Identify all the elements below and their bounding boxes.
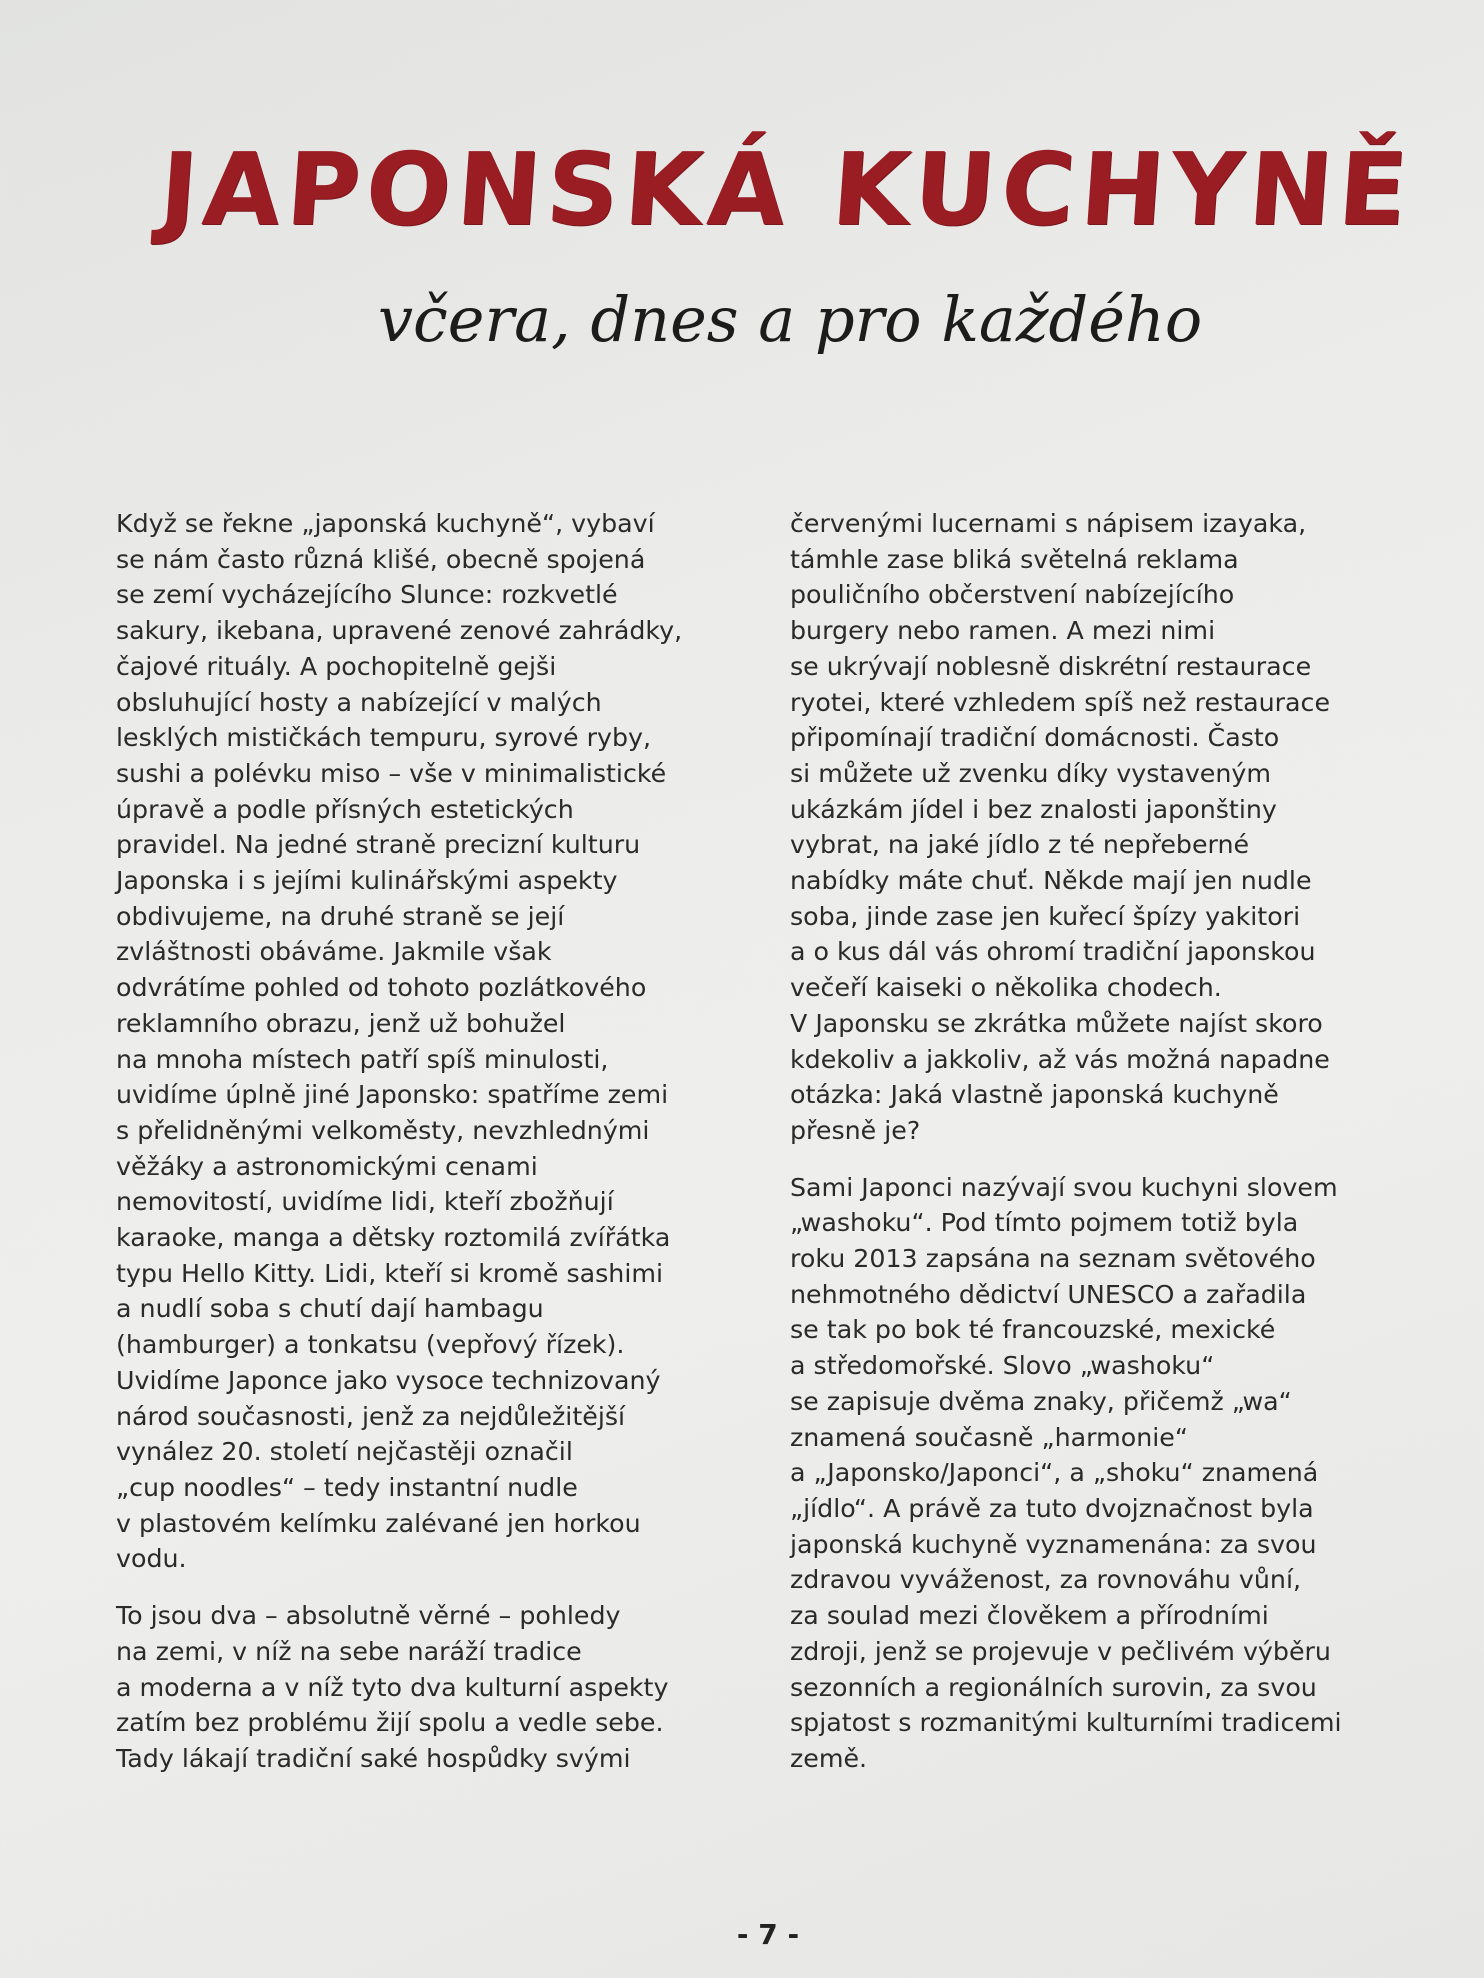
text-line: pouličního občerstvení nabízejícího: [790, 580, 1235, 610]
text-line: se nám často různá klišé, obecně spojená: [116, 544, 646, 574]
text-line: v plastovém kelímku zalévané jen horkou: [116, 1508, 641, 1538]
text-line: zdroji, jenž se projevuje v pečlivém výběru: [790, 1636, 1331, 1666]
text-line: karaoke, manga a dětsky roztomilá zvířátka: [116, 1223, 671, 1253]
paragraph-gap: [116, 1577, 706, 1598]
text-line: pravidel. Na jedné straně precizní kulturu: [116, 830, 641, 860]
text-line: obsluhující hosty a nabízející v malých: [116, 687, 602, 717]
text-line: a moderna a v níž tyto dva kulturní aspekty: [116, 1672, 669, 1702]
text-line: otázka: Jaká vlastně japonská kuchyně: [790, 1080, 1279, 1110]
text-line: přesně je?: [790, 1115, 921, 1145]
text-line: „washoku“. Pod tímto pojmem totiž byla: [790, 1208, 1299, 1238]
text-line: nabídky máte chuť. Někde mají jen nudle: [790, 866, 1312, 896]
text-line: Japonska i s jejími kulinářskými aspekty: [116, 866, 618, 896]
text-line: roku 2013 zapsána na seznam světového: [790, 1244, 1316, 1274]
text-line: uvidíme úplně jiné Japonsko: spatříme zemi: [116, 1080, 669, 1110]
text-line: se ukrývají noblesně diskrétní restaurace: [790, 651, 1312, 681]
text-line: nehmotného dědictví UNESCO a zařadila: [790, 1279, 1307, 1309]
text-line: připomínají tradiční domácnosti. Často: [790, 723, 1280, 753]
text-line: vynález 20. století nejčastěji označil: [116, 1437, 573, 1467]
text-line: na zemi, v níž na sebe naráží tradice: [116, 1636, 582, 1666]
text-line: „cup noodles“ – tedy instantní nudle: [116, 1472, 578, 1502]
text-line: Sami Japonci nazývají svou kuchyni slovem: [790, 1172, 1338, 1202]
page-subtitle: včera, dnes a pro každého: [378, 283, 1203, 356]
text-line: se tak po bok té francouzské, mexické: [790, 1315, 1276, 1345]
text-line: typu Hello Kitty. Lidi, kteří si kromě sashimi: [116, 1258, 664, 1288]
paragraph: [116, 1598, 706, 1777]
text-line: a „Japonsko/Japonci“, a „shoku“ znamená: [790, 1458, 1319, 1488]
text-line: zatím bez problému žijí spolu a vedle sebe.: [116, 1708, 664, 1738]
text-line: a o kus dál vás ohromí tradiční japonskou: [790, 937, 1316, 967]
text-line: ryotei, které vzhledem spíš než restaurace: [790, 687, 1331, 717]
text-line: obdivujeme, na druhé straně se její: [116, 901, 565, 931]
text-line: úpravě a podle přísných estetických: [116, 794, 574, 824]
text-line: věžáky a astronomickými cenami: [116, 1151, 538, 1181]
text-line: a nudlí soba s chutí dají hambagu: [116, 1294, 544, 1324]
text-line: (hamburger) a tonkatsu (vepřový řízek).: [116, 1330, 625, 1360]
text-line: vodu.: [116, 1544, 187, 1574]
text-line: „jídlo“. A právě za tuto dvojznačnost byla: [790, 1493, 1314, 1523]
text-line: a středomořské. Slovo „washoku“: [790, 1351, 1215, 1381]
text-line: kdekoliv a jakkoliv, až vás možná napadne: [790, 1044, 1330, 1074]
text-line: Když se řekne „japonská kuchyně“, vybaví: [116, 509, 655, 538]
text-line: burgery nebo ramen. A mezi nimi: [790, 616, 1216, 646]
text-line: se zapisuje dvěma znaky, přičemž „wa“: [790, 1386, 1292, 1416]
paragraph: [790, 506, 1360, 1149]
page-title: JAPONSKÁ KUCHYNĚ: [155, 131, 1417, 248]
text-line: V Japonsku se zkrátka můžete najíst skoro: [790, 1008, 1323, 1038]
text-line: spjatost s rozmanitými kulturními tradicemi: [790, 1708, 1342, 1738]
text-line: za soulad mezi člověkem a přírodními: [790, 1601, 1269, 1631]
text-line: ukázkám jídel i bez znalosti japonštiny: [790, 794, 1277, 824]
text-line: reklamního obrazu, jenž už bohužel: [116, 1008, 566, 1038]
text-line: národ současnosti, jenž za nejdůležitější: [116, 1401, 626, 1431]
right-column: [790, 506, 1360, 1777]
text-line: znamená současně „harmonie“: [790, 1422, 1188, 1452]
text-line: zvláštnosti obáváme. Jakmile však: [116, 937, 552, 967]
text-line: soba, jinde zase jen kuřecí špízy yakitori: [790, 901, 1301, 931]
left-column: [116, 506, 706, 1777]
text-line: čajové rituály. A pochopitelně gejši: [116, 651, 557, 681]
text-line: zdravou vyváženost, za rovnováhu vůní,: [790, 1565, 1302, 1595]
text-line: sushi a polévku miso – vše v minimalistické: [116, 758, 667, 788]
text-line: To jsou dva – absolutně věrné – pohledy: [116, 1601, 621, 1631]
text-line: s přelidněnými velkoměsty, nevzhlednými: [116, 1115, 650, 1145]
text-line: se zemí vycházejícího Slunce: rozkvetlé: [116, 580, 618, 610]
text-line: odvrátíme pohled od tohoto pozlátkového: [116, 973, 647, 1003]
text-line: nemovitostí, uvidíme lidi, kteří zbožňují: [116, 1187, 614, 1217]
paragraph: [116, 506, 706, 1577]
text-line: na mnoha místech patří spíš minulosti,: [116, 1044, 609, 1074]
text-line: japonská kuchyně vyznamenána: za svou: [790, 1529, 1317, 1559]
text-line: támhle zase bliká světelná reklama: [790, 544, 1239, 574]
paragraph-gap: [790, 1149, 1360, 1170]
text-line: sezonních a regionálních surovin, za svou: [790, 1672, 1317, 1702]
text-line: Uvidíme Japonce jako vysoce technizovaný: [116, 1365, 661, 1395]
text-line: sakury, ikebana, upravené zenové zahrádky,: [116, 616, 683, 646]
text-line: večeří kaiseki o několika chodech.: [790, 973, 1222, 1003]
text-line: červenými lucernami s nápisem izayaka,: [790, 509, 1307, 538]
paragraph: [790, 1170, 1360, 1777]
text-line: Tady lákají tradiční saké hospůdky svými: [116, 1743, 631, 1773]
text-line: vybrat, na jaké jídlo z té nepřeberné: [790, 830, 1250, 860]
text-line: země.: [790, 1743, 868, 1773]
text-line: si můžete už zvenku díky vystaveným: [790, 758, 1271, 788]
page-number: - 7 -: [736, 1918, 800, 1951]
text-line: lesklých mističkách tempuru, syrové ryby,: [116, 723, 652, 753]
